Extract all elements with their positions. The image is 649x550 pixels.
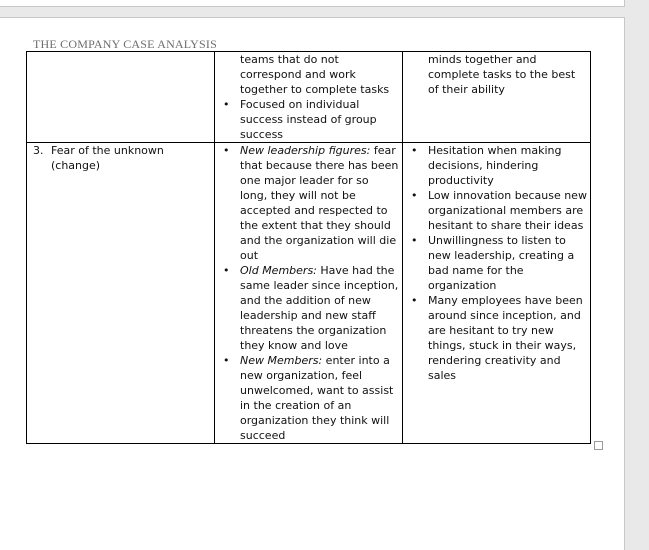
bullet-list bbox=[215, 143, 402, 443]
cell-text: teams that do not correspond and work together to complete tasks bbox=[240, 53, 390, 96]
cell-text: minds together and complete tasks to the best of their ability bbox=[428, 53, 576, 96]
list-item: • Low innovation because new organizational members are hesitant to share their ideas bbox=[403, 188, 590, 233]
list-item bbox=[215, 143, 402, 263]
bullet-list bbox=[215, 97, 402, 142]
item-number: 3. bbox=[33, 144, 44, 157]
workspace-background bbox=[625, 0, 649, 549]
list-item bbox=[215, 263, 402, 353]
table-cell[interactable] bbox=[403, 143, 591, 444]
item-label: New leadership figures: bbox=[240, 144, 371, 157]
item-text: Have had the same leader since inception, and the addition of new leadership and new staff threatens the organization they know and love bbox=[240, 264, 399, 352]
item-text: fear that because there has been one major leader for so long, they will not be accepted and respected to the extent that they should and the organization will die out bbox=[240, 144, 399, 262]
table-cell[interactable] bbox=[215, 52, 403, 143]
analysis-table[interactable] bbox=[26, 51, 591, 444]
table-row bbox=[27, 143, 591, 444]
table-cell[interactable] bbox=[27, 143, 215, 444]
table-row bbox=[27, 52, 591, 143]
page-header: THE COMPANY CASE ANALYSIS bbox=[33, 37, 217, 51]
table-cell[interactable] bbox=[27, 52, 215, 143]
table-cell[interactable] bbox=[403, 52, 591, 143]
list-item: • Focused on individual success instead of group success bbox=[215, 97, 402, 142]
table-resize-handle[interactable] bbox=[594, 441, 603, 450]
numbered-item bbox=[27, 143, 214, 173]
list-item: • Many employees have been around since inception, and are hesitant to try new things, stuck in their ways, rendering creativity and sales bbox=[403, 293, 590, 383]
list-item bbox=[215, 353, 402, 443]
table-cell[interactable] bbox=[215, 143, 403, 444]
item-label: Old Members: bbox=[240, 264, 317, 277]
previous-page-edge bbox=[0, 0, 625, 7]
item-title: Fear of the unknown (change) bbox=[51, 144, 164, 172]
list-item: • Unwillingness to listen to new leadership, creating a bad name for the organization bbox=[403, 233, 590, 293]
item-text: enter into a new organization, feel unwelcomed, want to assist in the creation of an organization they think will succeed bbox=[240, 354, 394, 442]
bullet-list bbox=[403, 143, 590, 383]
item-label: New Members: bbox=[240, 354, 323, 367]
list-item: • Hesitation when making decisions, hindering productivity bbox=[403, 143, 590, 188]
